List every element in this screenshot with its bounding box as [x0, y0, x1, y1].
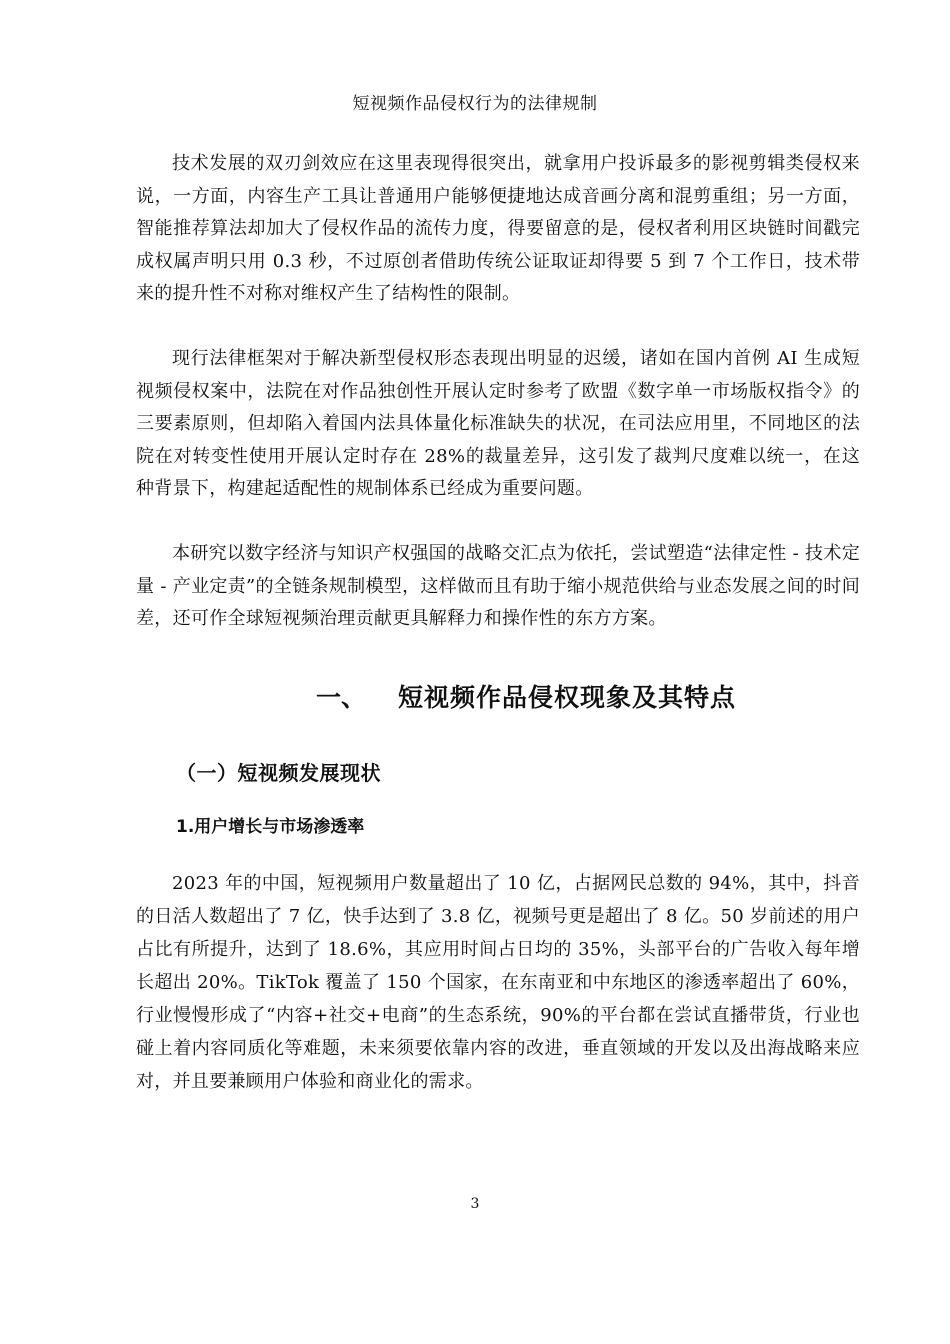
section-heading: （一）短视频发展现状 — [176, 761, 381, 785]
chapter-title: 短视频作品侵权现象及其特点 — [398, 683, 737, 712]
body-paragraph: 现行法律框架对于解决新型侵权形态表现出明显的迟缓，诸如在国内首例 AI 生成短视频侵权案中，法院在对作品独创性开展认定时参考了欧盟《数字单一市场版权指令》的三要素原则，但却陷入着国内法具体量化标准缺失的状况，在司法应用里，不同地区的法院在对转变性使用开展认定时存在 28%的裁量差异，这引发了裁判尺度难以统一，在这种背景下，构建起适配性的规制体系已经成为重要问题。 — [136, 348, 860, 499]
body-paragraph: 技术发展的双刃剑效应在这里表现得很突出，就拿用户投诉最多的影视剪辑类侵权来说，一方面，内容生产工具让普通用户能够便捷地达成音画分离和混剪重组；另一方面，智能推荐算法却加大了侵权作品的流传力度，得要留意的是，侵权者利用区块链时间戳完成权属声明只用 0.3 秒，不过原创者借助传统公证取证却得要 5 到 7 个工作日，技术带来的提升性不对称对维权产生了结构性的限制。 — [136, 153, 860, 304]
running-header: 短视频作品侵权行为的法律规制 — [352, 94, 598, 114]
subsection-heading: 1.用户增长与市场渗透率 — [176, 817, 365, 837]
body-paragraph: 本研究以数字经济与知识产权强国的战略交汇点为依托，尝试塑造“法律定性 - 技术定量 - 产业定责”的全链条规制模型，这样做而且有助于缩小规范供给与业态发展之间的时间差，还可作全球短视频治理贡献更具解释力和操作性的东方方案。 — [136, 543, 860, 629]
body-paragraph: 2023 年的中国，短视频用户数量超出了 10 亿，占据网民总数的 94%，其中，抖音的日活人数超出了 7 亿，快手达到了 3.8 亿，视频号更是超出了 8 亿。50 岁前述的用户占比有所提升，达到了 18.6%，其应用时间占日均的 35%，头部平台的广告收入每年增长超出 20%。TikTok 覆盖了 150 个国家，在东南亚和中东地区的渗透率超出了 60%，行业慢慢形成了“内容+社交+电商”的生态系统，90%的平台都在尝试直播带货，行业也碰上着内容同质化等难题，未来须要依靠内容的改进，垂直领域的开发以及出海战略来应对，并且要兼顾用户体验和商业化的需求。 — [136, 873, 860, 1092]
page-number: 3 — [470, 1196, 480, 1212]
chapter-number: 一、 — [316, 683, 367, 712]
